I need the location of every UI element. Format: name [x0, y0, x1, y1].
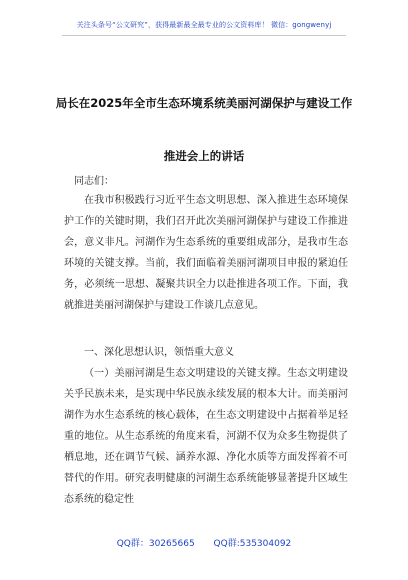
greeting: 同志们： [74, 176, 114, 187]
intro-paragraph-block [64, 190, 348, 316]
section1-paragraph: （一）美丽河湖是生态文明建设的关键支撑。生态文明建设关乎民族未来，是实现中华民族永续发展的根本大计。而美丽河湖作为水生态系统的核心载体，在生态文明建设中占据着举足轻重的地位。从生态系统的角度来看，河湖不仅为众多生物提供了栖息地，还在调节气候、涵养水源、净化水质等方面发挥着不可替代的作用。研究表明健康的河湖生态系统能够显著提升区域生态系统的稳定性 [64, 368, 348, 505]
intro-paragraph: 在我市积极践行习近平生态文明思想、深入推进生态环境保护工作的关键时期，我们召开此次美丽河湖保护与建设工作推进会，意义非凡。河湖作为生态系统的重要组成部分，是我市生态环境的关键支撑。当前，我们面临着美丽河湖项目申报的紧迫任务，必须统一思想、凝聚共识全力以赴推进各项工作。下面，我就推进美丽河湖保护与建设工作谈几点意见。 [64, 195, 348, 311]
section1-heading: 一、深化思想认识，领悟重大意义 [84, 347, 234, 358]
footer [0, 536, 408, 549]
footer-qq-group-1: QQ群：30265665 [116, 539, 195, 549]
footer-qq-group-2: QQ群:535304092 [213, 539, 292, 549]
document-title-line2: 推进会上的讲话 [163, 149, 245, 163]
header-divider [62, 35, 346, 36]
header-banner: 关注头条号“公文研究”，获得最新最全最专业的公文资料库！ 微信：gongwenyj [76, 21, 332, 29]
section1-paragraph-block [64, 363, 348, 510]
document-title-line1: 局长在2025年全市生态环境系统美丽河湖保护与建设工作 [55, 96, 353, 110]
